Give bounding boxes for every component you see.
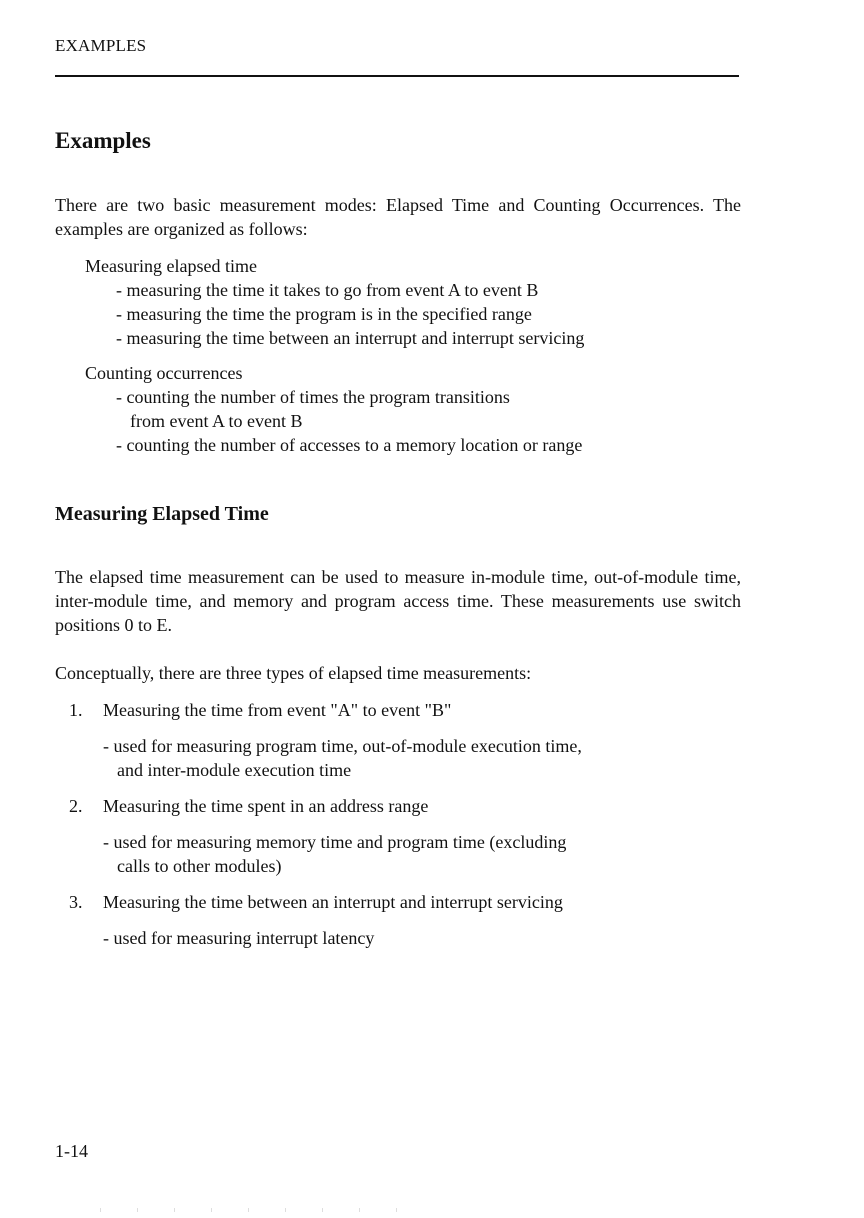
outline-heading: Counting occurrences (85, 363, 243, 383)
item-number: 2. (69, 796, 83, 816)
outline-item-text: - measuring the time between an interrupt and interrupt servicing (116, 328, 585, 348)
outline-group-counting (85, 361, 741, 457)
outline-item-continuation: from event A to event B (130, 411, 303, 431)
numbered-item-detail (103, 830, 723, 878)
detail-continuation: calls to other modules) (117, 856, 282, 876)
outline-group-elapsed (85, 254, 741, 350)
outline-item-text: - measuring the time the program is in the specified range (116, 304, 532, 324)
header-rule (55, 75, 739, 77)
running-header: EXAMPLES (55, 36, 147, 55)
outline-item (85, 385, 741, 433)
item-number: 3. (69, 892, 83, 912)
item-text: Measuring the time between an interrupt and interrupt servicing (103, 892, 563, 912)
item-text: Measuring the time from event "A" to event "B" (103, 700, 452, 720)
page-number: 1-14 (55, 1141, 88, 1161)
numbered-item-detail (103, 926, 723, 950)
item-number: 1. (69, 700, 83, 720)
page-title: Examples (55, 128, 151, 153)
section-heading: Measuring Elapsed Time (55, 503, 269, 525)
outline-item (85, 278, 741, 302)
detail-continuation: and inter-module execution time (117, 760, 352, 780)
outline-item-text: - counting the number of accesses to a memory location or range (116, 435, 583, 455)
outline-item-text: - counting the number of times the program transitions (116, 387, 510, 407)
outline-heading: Measuring elapsed time (85, 256, 257, 276)
detail-line: - used for measuring interrupt latency (103, 928, 375, 948)
scan-artifact (100, 1208, 400, 1212)
item-text: Measuring the time spent in an address range (103, 796, 429, 816)
numbered-item-detail (103, 734, 723, 782)
intro-paragraph: There are two basic measurement modes: Elapsed Time and Counting Occurrences. The examples are organized as follows: (55, 195, 741, 239)
detail-line: - used for measuring memory time and program time (excluding (103, 832, 567, 852)
section-paragraph: The elapsed time measurement can be used to measure in-module time, out-of-module time, inter-module time, and memory and program access time. These measurements use switch positions 0 to E. (55, 567, 741, 635)
outline-item (85, 302, 741, 326)
outline-item (85, 326, 741, 350)
outline-item-text: - measuring the time it takes to go from event A to event B (116, 280, 539, 300)
section-intro-line: Conceptually, there are three types of elapsed time measurements: (55, 663, 532, 683)
outline-item (85, 433, 741, 457)
detail-line: - used for measuring program time, out-of-module execution time, (103, 736, 582, 756)
